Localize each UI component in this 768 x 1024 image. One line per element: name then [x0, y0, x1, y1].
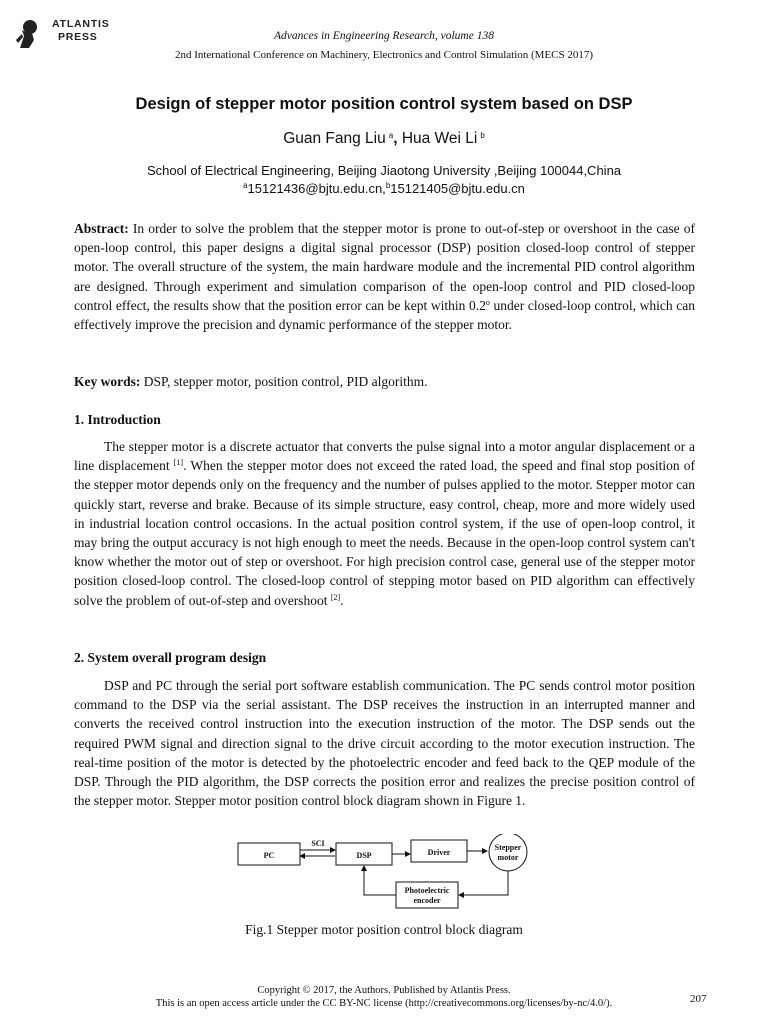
pc-label: PC — [263, 851, 275, 860]
encoder-label-2: encoder — [413, 896, 441, 905]
block-diagram — [230, 834, 540, 914]
driver-label: Driver — [427, 848, 451, 857]
author-2-sup: b — [480, 131, 485, 140]
citation-2: [2] — [330, 592, 341, 602]
affiliation: School of Electrical Engineering, Beijing Jiaotong University ,Beijing 100044,China — [146, 163, 622, 178]
figure-caption: Fig.1 Stepper motor position control block diagram — [245, 922, 523, 937]
degree-symbol: o — [485, 297, 490, 307]
citation-1: [1] — [173, 458, 184, 468]
author-emails — [0, 181, 768, 196]
conference-header: 2nd International Conference on Machinery, Electronics and Control Simulation (MECS 2017) — [174, 49, 594, 61]
keywords — [74, 372, 695, 391]
author-2: Hua Wei Li — [401, 130, 478, 147]
abstract — [74, 219, 695, 334]
sci-label: SCI — [311, 839, 325, 848]
section-1-text-3: . — [340, 592, 344, 608]
author-1: Guan Fang Liu — [283, 130, 386, 147]
encoder-label-1: Photoelectric — [404, 886, 450, 895]
author-1-sup: a — [388, 131, 394, 140]
abstract-label: Abstract: — [74, 221, 129, 236]
journal-header: Advances in Engineering Research, volume 138 — [274, 30, 494, 42]
email-b-sup: b — [385, 181, 391, 190]
keywords-label: Key words: — [74, 374, 141, 389]
paper-title: Design of stepper motor position control system based on DSP — [135, 95, 633, 113]
motor-label-2: motor — [497, 853, 519, 862]
license-notice: This is an open access article under the CC BY-NC license (http://creativecommons.org/licenses/by-nc/4.0/). — [155, 998, 613, 1009]
section-2-body: DSP and PC through the serial port software establish communication. The PC sends control motor position command to the DSP via the serial assistant. The DSP receives the instruction in an interrupted manner and converts the received control instruction into the execution instruction of the motor. The DSP sends out the required PWM signal and direction signal to the drive circuit according to the motor execution instruction. The real-time position of the motor is detected by the photoelectric encoder and feed back to the QEP module of the DSP. Through the PID algorithm, the DSP corrects the position error and realizes the precise position control of the stepper motor. Stepper motor position control block diagram shown in Figure 1. — [74, 678, 695, 809]
logo-line-1: ATLANTIS — [52, 18, 110, 30]
abstract-text-1: In order to solve the problem that the stepper motor is prone to out-of-step or overshoot in the case of open-loop control, this paper designs a digital signal processor (DSP) position closed-loop control of stepper motor. The overall structure of the system, the main hardware module and the incremental PID control algorithm are designed. Through experiment and simulation comparison of the open-loop control and PID closed-loop control effect, the results show that the position error can be kept within 0.2 — [74, 221, 695, 313]
dsp-label: DSP — [356, 851, 372, 860]
section-1-body — [74, 437, 695, 610]
abstract-text-2: under closed-loop control, which can effectively improve the precision and dynamic performance of the stepper motor. — [74, 297, 696, 333]
section-1-text-1: The stepper motor is a discrete actuator that converts the pulse signal into a motor angular displacement or a line displacement — [74, 439, 695, 474]
page-number: 207 — [690, 993, 707, 1005]
author-separator: , — [393, 130, 402, 147]
email-a-sup: a — [243, 181, 248, 190]
email-b: 15121405@bjtu.edu.cn — [390, 181, 525, 196]
motor-to-encoder-line — [459, 871, 508, 895]
encoder-to-dsp-line — [364, 866, 396, 895]
section-1-text-2: . When the stepper motor does not exceed the rated load, the speed and final stop position of the stepper motor depends only on the frequency and the number of pulses applied to the motor. Stepper motor can quickly start, reverse and brake. Because of its simple structure, easy control, cheap, more and more widely used in industrial location control occasions. In the actual position control system, if the use of open-loop control, it may bring the output accuracy is not high enough to meet the needs. Because in the open-loop control system can't know whether the motor out of step or overshoot. For high precision control case, general use of the stepper motor position closed-loop control. The closed-loop control of stepping motor based on PID algorithm can effectively solve the problem of out-of-step and overshoot — [74, 458, 695, 608]
email-a: 15121436@bjtu.edu.cn, — [247, 181, 386, 196]
section-2-heading: 2. System overall program design — [74, 650, 267, 665]
logo-line-2: PRESS — [58, 31, 98, 43]
copyright-notice: Copyright © 2017, the Authors. Published by Atlantis Press. — [257, 985, 511, 996]
section-1-heading: 1. Introduction — [74, 412, 161, 427]
author-line — [0, 130, 768, 148]
motor-label-1: Stepper — [494, 843, 522, 852]
keywords-text: DSP, stepper motor, position control, PID algorithm. — [140, 374, 428, 389]
